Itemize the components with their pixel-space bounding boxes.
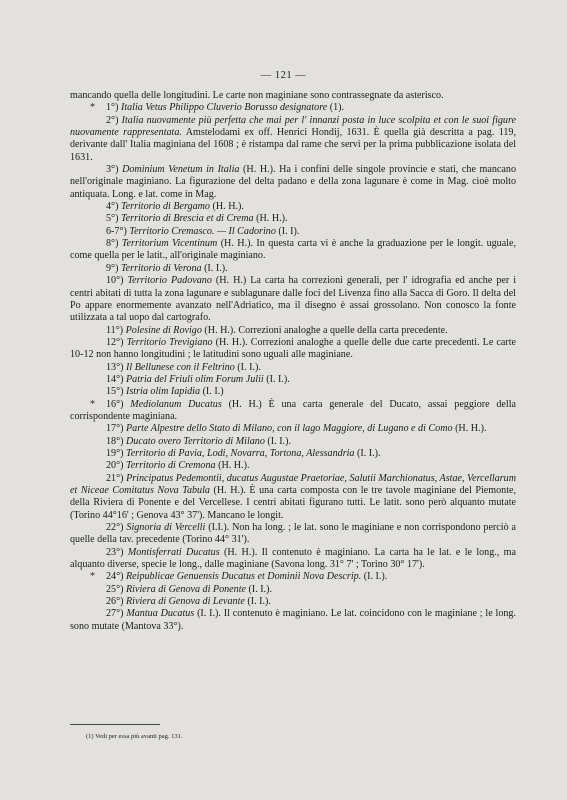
paragraph-text: (I. I.). [264,435,291,447]
paragraph-text: 26°) [106,596,127,608]
paragraph [70,596,516,608]
paragraph-text: (I. I.). [245,583,273,595]
paragraph-text: 22°) [106,522,127,534]
asterisk-marker: * [90,102,96,114]
map-title: Ducato overo Territorio di Milano [126,435,265,447]
paragraph-text: (H. H.) La carta ha correzioni generali, per l' idrografia ed anche per i centri abitati di tutta la zona lagunare e sublagunare dalle foci del Livenza fino alla Sacca di Goro. Il delta del Po appare enormemente avanzato nell'Adriatico, ma il disegno è assai grossolano. Non conosco la fonte utilizzata a tal uopo dal cartografo. [70,275,517,324]
paragraph [70,102,516,114]
paragraph [70,436,516,448]
paragraph-text: 13°) [106,361,127,373]
map-title: Territorio di Verona [120,262,202,274]
paragraph [70,460,516,472]
paragraph [70,226,516,238]
paragraph-text: (H. H.). Correzioni analoghe a quelle della carta precedente. [201,324,448,336]
asterisk-marker: * [90,398,96,410]
paragraph [70,374,516,386]
map-title: Territorio di Bergamo [120,201,210,213]
paragraph [70,263,516,275]
paragraph [70,473,516,522]
map-title: Territorio di Brescia et di Crema [120,213,254,225]
paragraph-text: (I. I.). [244,596,271,608]
map-title: Mantua Ducatus [126,608,195,620]
paragraph-text: (H. H.). [253,213,288,225]
paragraph [70,337,516,362]
paragraph-text: (I. I). [275,225,300,237]
paragraph-text: 5°) [106,213,121,225]
paragraph-text: (I. I.). [263,373,290,385]
paragraph-text: 6-7°) [106,225,130,237]
document-body [70,90,516,633]
paragraph-text: (I. I.). Il contenuto è maginiano. Le lat. coincidono con le maginiane ; le long. sono mutate (Mantova 33°). [70,608,517,632]
paragraph-text: 24°) [106,571,127,583]
paragraph-text: 1°) [106,102,121,114]
map-title: Riviera di Genova di Ponente [126,583,246,595]
paragraph-text: 14°) [106,373,127,385]
paragraph-text: 18°) [106,435,127,447]
paragraph [70,423,516,435]
paragraph-text: (H. H.). Ha i confini delle singole provincie e stati, che mancano nell'originale maginiano. La figurazione del delta padano e della zona lagunare è come in Mag. cioè molto antiquata. Long. e lat. come in Mag. [70,164,516,200]
paragraph [70,164,516,201]
paragraph [70,448,516,460]
paragraph-text: (H. H.). [209,201,244,213]
paragraph-text: (I. I.). [354,447,381,459]
map-title: Italia nuovamente più perfetta che mai per l' innanzi posta in luce scolpita et con le suoi figure nuovamente rappresentata. [70,114,516,139]
paragraph-text: 20°) [106,460,127,472]
footnote-rule [70,724,160,725]
paragraph-text: (H. H.). [452,423,487,435]
paragraph [70,213,516,225]
paragraph-text: 8°) [106,238,122,250]
paragraph [70,325,516,337]
paragraph-text: 4°) [106,201,121,213]
paragraph-text: (H. H.). In questa carta vi è anche la graduazione per le longit. uguale, come quella per le latit., all'originale maginiano. [70,238,516,262]
paragraph-text: 17°) [106,423,127,435]
paragraph-text: 11°) [106,324,126,336]
paragraph-text: (H. H.) È una carta generale del Ducato, assai peggiore della corrispondente maginiana. [70,398,517,422]
paragraph [70,275,516,324]
paragraph-text: 16°) [106,398,131,410]
paragraph-text: (I. I.) [200,386,224,398]
paragraph-text: 23°) [106,546,128,558]
paragraph-text: (H. H.). [215,460,250,472]
map-title: Patria del Friuli olim Forum Julii [126,373,264,385]
page-number: — 121 — [260,70,307,81]
map-title: Polesine di Rovigo [125,324,202,336]
map-title: Italia Vetus Philippo Cluverio Borusso designatore [120,102,328,114]
paragraph-text: 19°) [106,447,127,459]
map-title: Dominium Venetum in Italia [122,164,240,176]
paragraph-text: 15°) [106,386,127,398]
paragraph [70,584,516,596]
paragraph-text: (1). [327,102,345,114]
paragraph [70,362,516,374]
paragraph-text: 3°) [106,164,123,176]
map-title: Territorio di Cremona [126,460,216,472]
footnote: (1) Vedi per essa più avanti pag. 131. [86,733,183,740]
map-title: Parte Alpestre dello Stato di Milano, con il lago Maggiore, di Lugano e di Como [126,423,453,435]
paragraph [70,571,516,583]
map-title: Territorium Vicentinum [121,238,218,250]
map-title: Territorio Trevigiano [126,336,213,348]
paragraph [70,399,516,424]
map-title: Territorio Padovano [127,275,212,287]
paragraph-text: (I. I.). [361,571,388,583]
asterisk-marker: * [90,571,96,583]
paragraph [70,90,516,102]
map-title: Istria olim Iapidia [126,386,201,398]
paragraph-text: 21°) [106,472,127,484]
paragraph-text: (I. I.). [234,361,261,373]
paragraph-text: Amstelodami ex off. Henrici Hondij, 1631. È quella già descritta a pag. 119, derivante dall' Italia maginiana del 1608 ; è ristampa dal rame che servì per la prima pubblicazione isolata del 1631. [70,127,517,163]
paragraph [70,115,516,164]
paragraph [70,238,516,263]
paragraph-text: 25°) [106,583,127,595]
paragraph [70,201,516,213]
map-title: Montisferrati Ducatus [127,546,220,558]
map-title: Principatus Pedemontii, ducatus Augustae Praetoriae, Salutii Marchionatus, Astae, Vercellarum et Niceae Comitatus Nova Tabula [70,472,517,496]
paragraph [70,386,516,398]
paragraph-text: mancando quella delle longitudini. Le carte non maginiane sono contrassegnate da asterisco. [70,90,444,101]
paragraph-text: (I. I.). [201,262,228,274]
map-title: Territorio di Pavia, Lodi, Novarra, Tortona, Alessandria [126,447,355,459]
map-title: Signoria di Vercelli [126,522,206,534]
paragraph-text: (H. H.). È una carta composta con le tre tavole maginiane del Piemonte, della Riviera di Ponente e del Vercellese. I centri abitati figurano tutti. Le latit. sono però alquanto mutate (Torino 44°16' ; Genova 43° 37'). Mancano le longit. [70,485,517,521]
paragraph-text: 12°) [106,336,127,348]
paragraph-text: 2°) [106,114,122,126]
map-title: Riviera di Genova di Levante [126,596,245,608]
paragraph-text: (H. H.). Correzioni analoghe a quelle delle due carte precedenti. Le carte 10-12 non hanno longitudini ; le latitudini sono uguali alle maginiane. [70,336,517,361]
paragraph [70,547,516,572]
map-title: Mediolanum Ducatus [130,398,222,410]
map-title: Reipublicae Genuensis Ducatus et Dominii Nova Descrip. [126,571,362,583]
paragraph-text: 9°) [106,262,121,274]
paragraph-text: 10°) [106,275,128,287]
paragraph-text: (I.I.). Non ha long. ; le lat. sono le maginiane e non corrispondono perciò a quelle della tav. precedente (Torino 44° 31'). [70,522,516,546]
map-title: Territorio Cremasco. — Il Cadorino [129,225,276,237]
paragraph-text: (H. H.). Il contenuto è maginiano. La carta ha le lat. e le long., ma alquanto diverse, specie le long., dalle maginiane (Savona long. 31° 7' ; Torino 30° 17'). [70,546,516,571]
paragraph-text: 27°) [106,608,127,620]
paragraph [70,522,516,547]
paragraph [70,608,516,633]
map-title: Il Bellunese con il Feltrino [126,361,235,373]
